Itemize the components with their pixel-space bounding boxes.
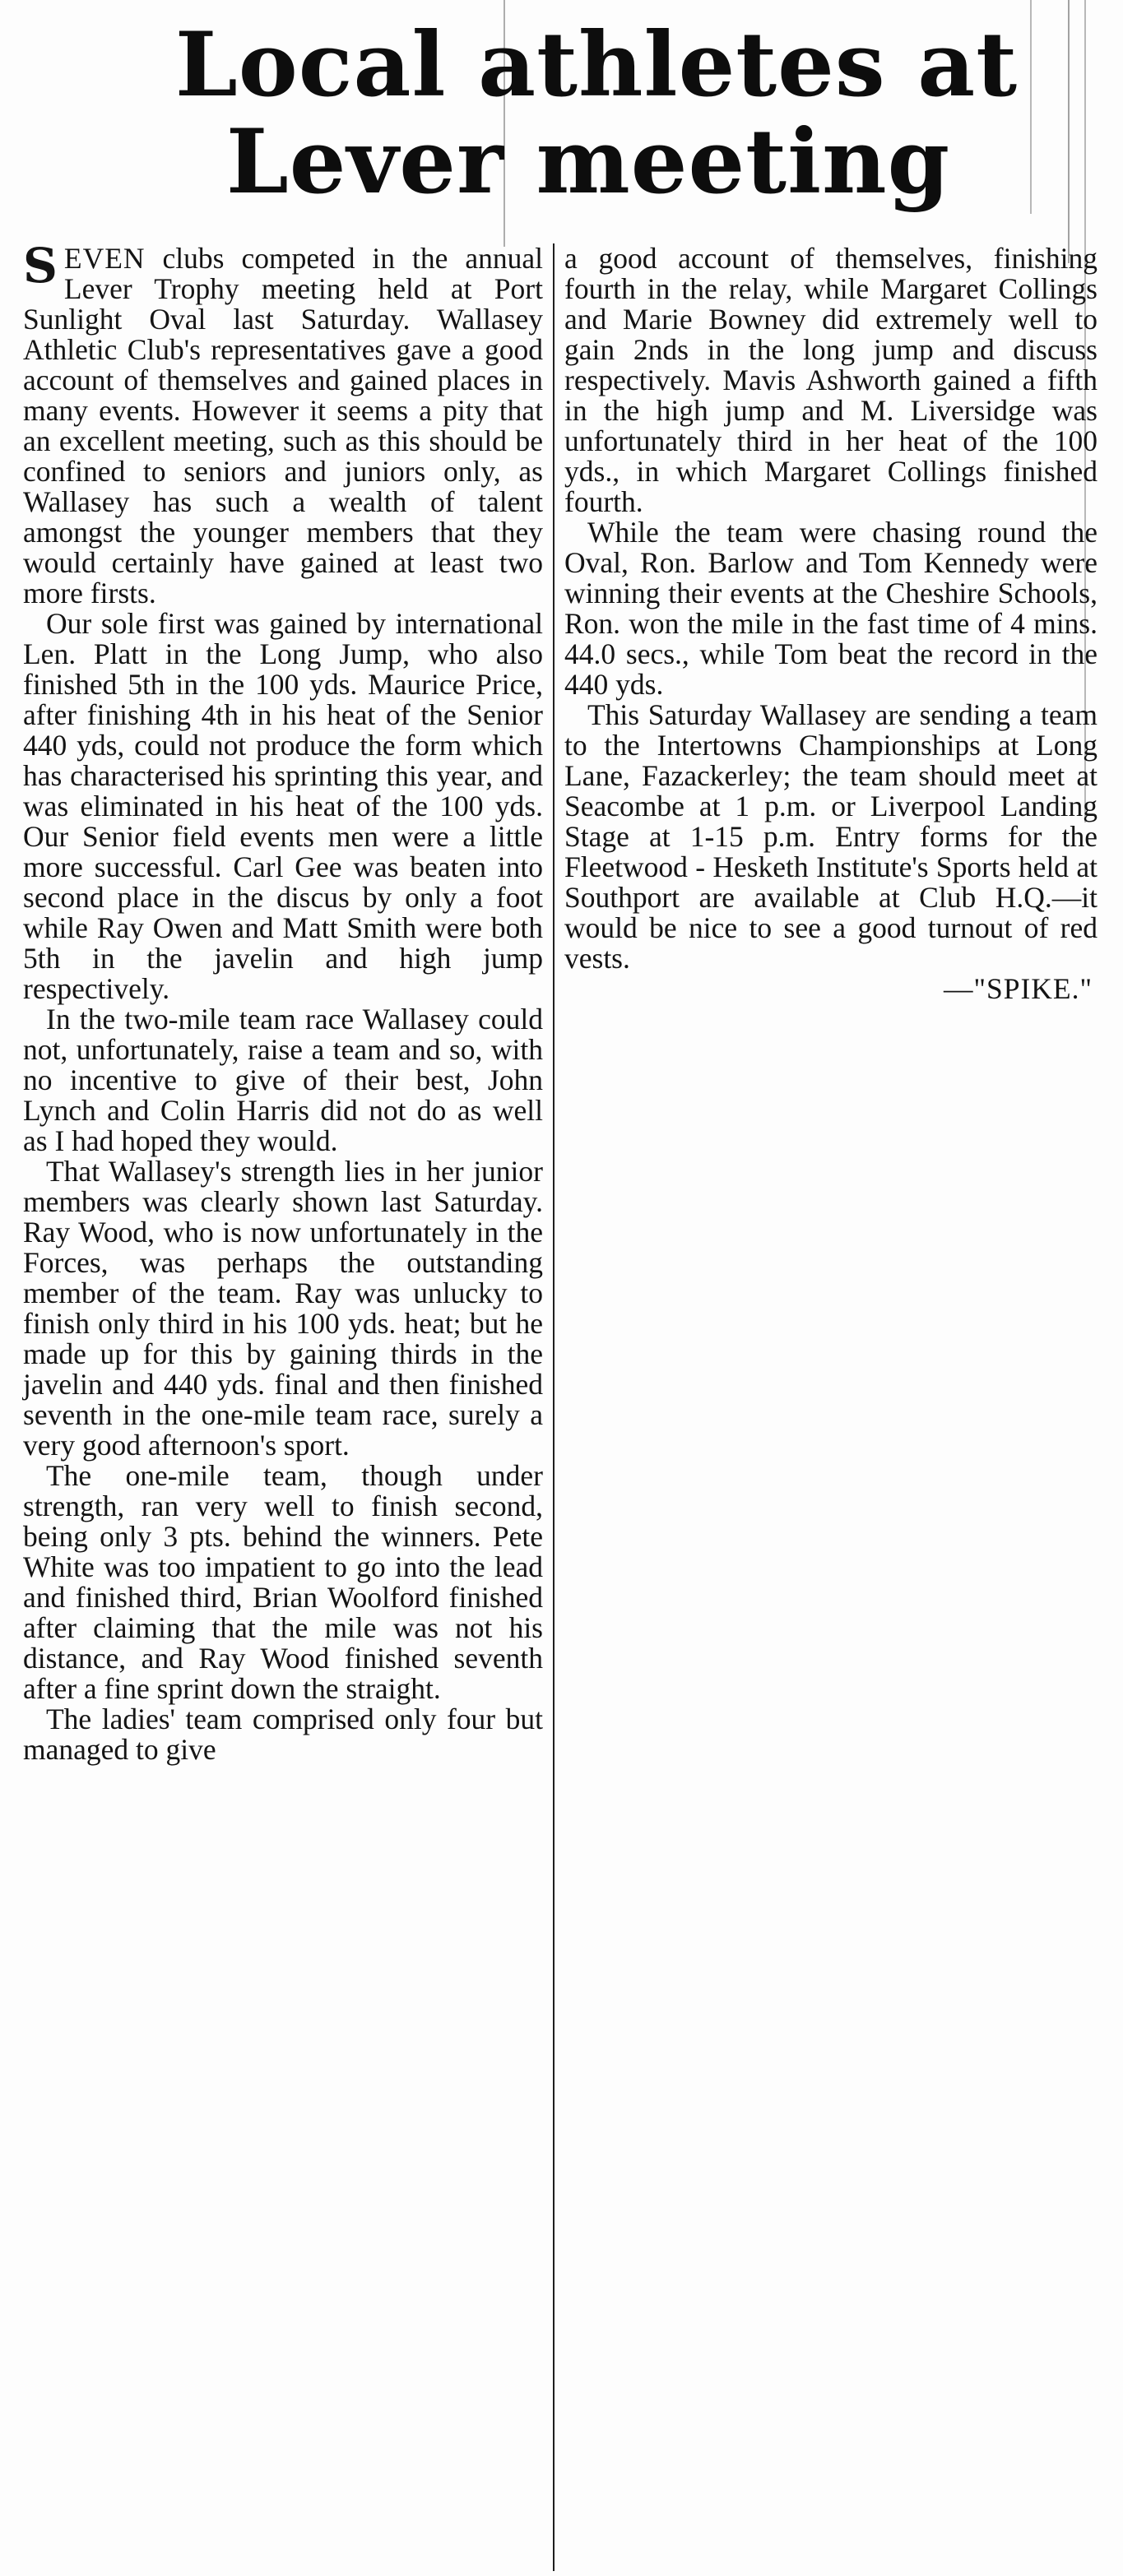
paragraph-3: In the two-mile team race Wallasey could not, unfortunately, raise a team and so, with no incentive to give of their best, John Lynch and Colin Harris did not do as well as I had hoped they would. bbox=[23, 1003, 543, 1157]
left-column bbox=[23, 238, 543, 1766]
paragraph-4: That Wallasey's strength lies in her junior members was clearly shown last Saturday. Ray Wood, who is now unfortunately in the Forces, was perhaps the outstanding member of the team. Ray was unlucky to finish only third in his 100 yds. heat; but he made up for this by gaining thirds in the javelin and 440 yds. final and then finished seventh in the one-mile team race, surely a very good afternoon's sport. bbox=[23, 1155, 543, 1462]
paragraph-1 bbox=[23, 238, 543, 609]
paragraph-2: Our sole first was gained by international Len. Platt in the Long Jump, who also finished 5th in the 100 yds. Maurice Price, after finishing 4th in his heat of the Senior 440 yds, could not produce the form which has characterised his sprinting this year, and was eliminated in his heat of the 100 yds. Our Senior field events men were a little more successful. Carl Gee was beaten into second place in the discus by only a foot while Ray Owen and Matt Smith were both 5th in the javelin and high jump respectively. bbox=[23, 607, 543, 1005]
column-divider bbox=[553, 243, 555, 2571]
paragraph-5: The one-mile team, though under strength, ran very well to finish second, being only 3 pts. behind the winners. Pete White was too impatient to go into the lead and finished third, Brian Woolford finished after claiming that the mile was not his distance, and Ray Wood finished seventh after a fine sprint down the straight. bbox=[23, 1459, 543, 1705]
paragraph-8: While the team were chasing round the Oval, Ron. Barlow and Tom Kennedy were winning their events at the Cheshire Schools, Ron. won the mile in the fast time of 4 mins. 44.0 secs., while Tom beat the record in the 440 yds. bbox=[564, 516, 1097, 701]
headline bbox=[123, 13, 1070, 214]
headline-line-1: Local athletes at bbox=[174, 13, 1019, 117]
lead-caps: EVEN bbox=[63, 242, 146, 275]
author-signoff: —"SPIKE." bbox=[944, 972, 1093, 1005]
paragraph-6: The ladies' team comprised only four but managed to give bbox=[23, 1703, 543, 1766]
right-column bbox=[564, 243, 1097, 1004]
paragraph-1-text: clubs competed in the annual Lever Trophy meeting held at Port Sunlight Oval last Saturday. Wallasey Athletic Club's representatives gave a good account of themselves and gained places in many events. However it seems a pity that an excellent meeting, such as this should be confined to seniors and juniors only, as Wallasey has such a wealth of talent amongst the younger members that they would certainly have gained at least two more firsts. bbox=[23, 242, 543, 609]
paragraph-9: This Saturday Wallasey are sending a team to the Intertowns Championships at Long Lane, Fazackerley; the team should meet at Seacombe at 1 p.m. or Liverpool Landing Stage at 1-15 p.m. Entry forms for the Fleetwood - Hesketh Institute's Sports held at Southport are available at Club H.Q.—it would be nice to see a good turnout of red vests. bbox=[564, 698, 1097, 975]
drop-cap: S bbox=[23, 238, 58, 294]
paragraph-7: a good account of themselves, finishing fourth in the relay, while Margaret Collings and Marie Bowney did extremely well to gain 2nds in the long jump and discuss respectively. Mavis Ashworth gained a fifth in the high jump and M. Liversidge was unfortunately third in her heat of the 100 yds., in which Margaret Collings finished fourth. bbox=[564, 242, 1097, 518]
headline-line-2: Lever meeting bbox=[225, 110, 951, 214]
